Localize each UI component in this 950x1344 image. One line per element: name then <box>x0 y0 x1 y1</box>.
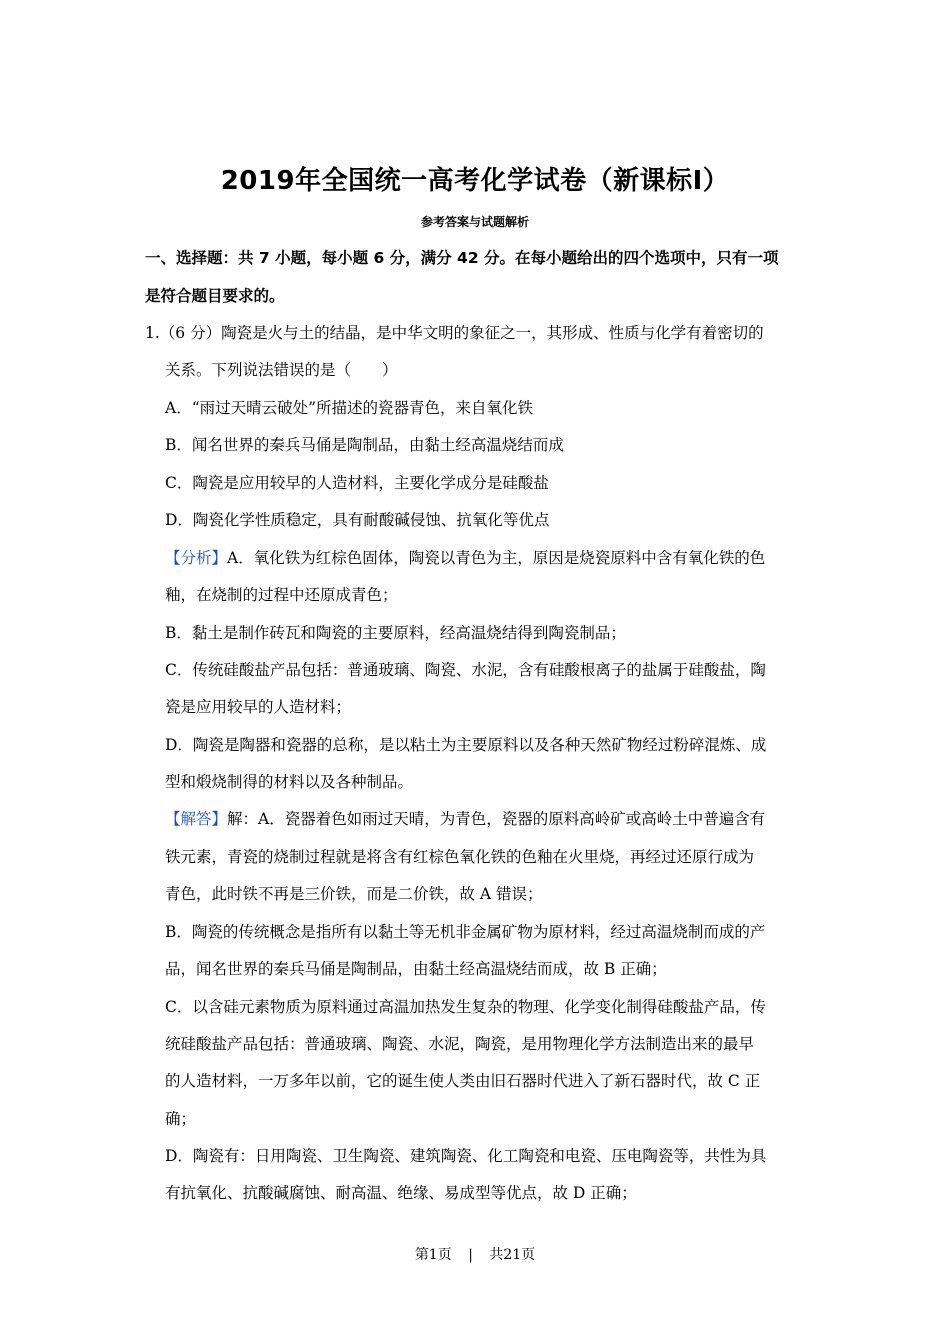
question-stem-line-2: 关系。下列说法错误的是（ ） <box>165 361 398 379</box>
question-stem-line-1: 1.（6 分）陶瓷是火与土的结晶，是中华文明的象征之一，其形成、性质与化学有着密切的 <box>145 324 764 342</box>
answer-line-11: 有抗氧化、抗酸碱腐蚀、耐高温、绝缘、易成型等优点，故 D 正确； <box>165 1184 637 1202</box>
option-a: A．“雨过天晴云破处”所描述的瓷器青色，来自氧化铁 <box>165 399 534 417</box>
page-footer <box>0 1244 950 1264</box>
answer-line-5: 品，闻名世界的秦兵马俑是陶制品，由黏土经高温烧结而成，故 B 正确； <box>165 960 667 978</box>
answer-line-7: 统硅酸盐产品包括：普通玻璃、陶瓷、水泥，陶瓷，是用物理化学方法制造出来的最早 <box>165 1035 755 1053</box>
footer-separator: | <box>468 1247 473 1263</box>
section-heading-line-1: 一、选择题：共 7 小题，每小题 6 分，满分 42 分。在每小题给出的四个选项中，只有一项 <box>145 249 779 267</box>
analysis-line-5: 瓷是应用较早的人造材料； <box>165 698 352 716</box>
answer-line-9: 确； <box>165 1110 197 1128</box>
section-heading-line-2: 是符合题目要求的。 <box>145 287 285 305</box>
option-c: C．陶瓷是应用较早的人造材料，主要化学成分是硅酸盐 <box>165 474 549 492</box>
analysis-text: A．氧化铁为红棕色固体，陶瓷以青色为主，原因是烧瓷原料中含有氧化铁的色 <box>227 549 766 567</box>
analysis-line-6: D．陶瓷是陶器和瓷器的总称，是以粘土为主要原料以及各种天然矿物经过粉碎混炼、成 <box>165 736 767 754</box>
answer-line-1 <box>165 809 765 829</box>
answer-line-6: C．以含硅元素物质为原料通过高温加热发生复杂的物理、化学变化制得硅酸盐产品，传 <box>165 998 766 1016</box>
analysis-tag: 【分析】 <box>165 549 228 567</box>
document-title: 2019年全国统一高考化学试卷（新课标Ⅰ） <box>220 166 730 196</box>
option-b: B．闻名世界的秦兵马俑是陶制品，由黏土经高温烧结而成 <box>165 436 564 454</box>
analysis-line-3: B．黏土是制作砖瓦和陶瓷的主要原料，经高温烧结得到陶瓷制品； <box>165 624 626 642</box>
analysis-line-2: 釉，在烧制的过程中还原成青色； <box>165 586 398 604</box>
answer-line-4: B．陶瓷的传统概念是指所有以黏土等无机非金属矿物为原材料，经过高温烧制而成的产 <box>165 923 766 941</box>
answer-text: 解：A．瓷器着色如雨过天晴，为青色，瓷器的原料高岭矿或高岭土中普遍含有 <box>227 810 766 828</box>
answer-line-2: 铁元素，青瓷的烧制过程就是将含有红棕色氧化铁的色釉在火里烧，再经过还原行成为 <box>165 848 755 866</box>
answer-line-8: 的人造材料，一万多年以前，它的诞生使人类由旧石器时代进入了新石器时代，故 C 正 <box>165 1072 761 1090</box>
analysis-line-1 <box>165 548 765 568</box>
option-d: D．陶瓷化学性质稳定，具有耐酸碱侵蚀、抗氧化等优点 <box>165 511 550 529</box>
answer-line-3: 青色，此时铁不再是三价铁，而是二价铁，故 A 错误； <box>165 885 543 903</box>
page-total: 共21页 <box>489 1247 536 1263</box>
page-number: 第1页 <box>414 1247 452 1263</box>
document-subtitle: 参考答案与试题解析 <box>420 215 529 229</box>
answer-tag: 【解答】 <box>165 810 228 828</box>
analysis-line-7: 型和煅烧制得的材料以及各种制品。 <box>165 773 414 791</box>
analysis-line-4: C．传统硅酸盐产品包括：普通玻璃、陶瓷、水泥，含有硅酸根离子的盐属于硅酸盐，陶 <box>165 661 766 679</box>
answer-line-10: D．陶瓷有：日用陶瓷、卫生陶瓷、建筑陶瓷、化工陶瓷和电瓷、压电陶瓷等，共性为具 <box>165 1147 767 1165</box>
